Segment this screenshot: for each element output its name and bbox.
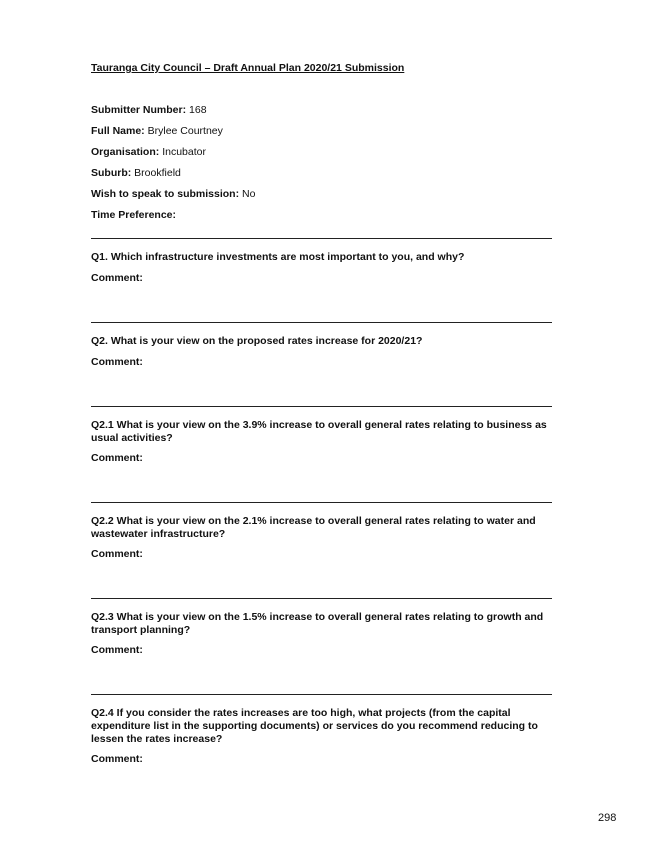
comment-label-q2-1 xyxy=(91,452,143,464)
comment-label: Comment: xyxy=(91,753,143,765)
organisation-label: Organisation: xyxy=(91,146,160,158)
question-q1: Q1. Which infrastructure investments are most important to you, and why? xyxy=(91,251,465,263)
question-q2-2: Q2.2 What is your view on the 2.1% increase to overall general rates relating to water and wastewater infrastructure? xyxy=(91,515,536,540)
question-q2: Q2. What is your view on the proposed rates increase for 2020/21? xyxy=(91,335,423,347)
speak-to-submission-label: Wish to speak to submission: xyxy=(91,188,240,200)
section-divider xyxy=(91,322,552,323)
comment-label-q2-2 xyxy=(91,548,143,560)
comment-label-q2-4 xyxy=(91,753,143,765)
comment-label: Comment: xyxy=(91,452,143,464)
organisation-field xyxy=(91,146,206,158)
full-name-label: Full Name: xyxy=(91,125,145,137)
comment-label: Comment: xyxy=(91,272,143,284)
section-divider xyxy=(91,598,552,599)
question-q2-4: Q2.4 If you consider the rates increases are too high, what projects (from the capital expenditure list in the supporting documents) or services do you recommend reducing to lessen the rates increase? xyxy=(91,707,538,745)
time-preference-field xyxy=(91,209,176,221)
speak-to-submission-field xyxy=(91,188,255,200)
comment-label-q2 xyxy=(91,356,143,368)
full-name-value: Brylee Courtney xyxy=(147,125,223,137)
section-divider xyxy=(91,694,552,695)
speak-to-submission-value: No xyxy=(242,188,256,200)
section-divider xyxy=(91,406,552,407)
time-preference-label: Time Preference: xyxy=(91,209,177,221)
question-q2-1: Q2.1 What is your view on the 3.9% increase to overall general rates relating to business as usual activities? xyxy=(91,419,547,444)
comment-label: Comment: xyxy=(91,548,143,560)
page-number: 298 xyxy=(598,812,617,824)
comment-label: Comment: xyxy=(91,644,143,656)
organisation-value: Incubator xyxy=(162,146,206,158)
full-name-field xyxy=(91,125,223,137)
question-q2-3: Q2.3 What is your view on the 1.5% increase to overall general rates relating to growth and transport planning? xyxy=(91,611,544,636)
section-divider xyxy=(91,238,552,239)
suburb-value: Brookfield xyxy=(134,167,181,179)
submitter-number-field xyxy=(91,104,207,116)
comment-label-q1 xyxy=(91,272,143,284)
submitter-number-label: Submitter Number: xyxy=(91,104,187,116)
document-title: Tauranga City Council – Draft Annual Plan 2020/21 Submission xyxy=(91,62,405,74)
section-divider xyxy=(91,502,552,503)
submitter-number-value: 168 xyxy=(189,104,207,116)
comment-label-q2-3 xyxy=(91,644,143,656)
suburb-label: Suburb: xyxy=(91,167,132,179)
comment-label: Comment: xyxy=(91,356,143,368)
suburb-field xyxy=(91,167,181,179)
